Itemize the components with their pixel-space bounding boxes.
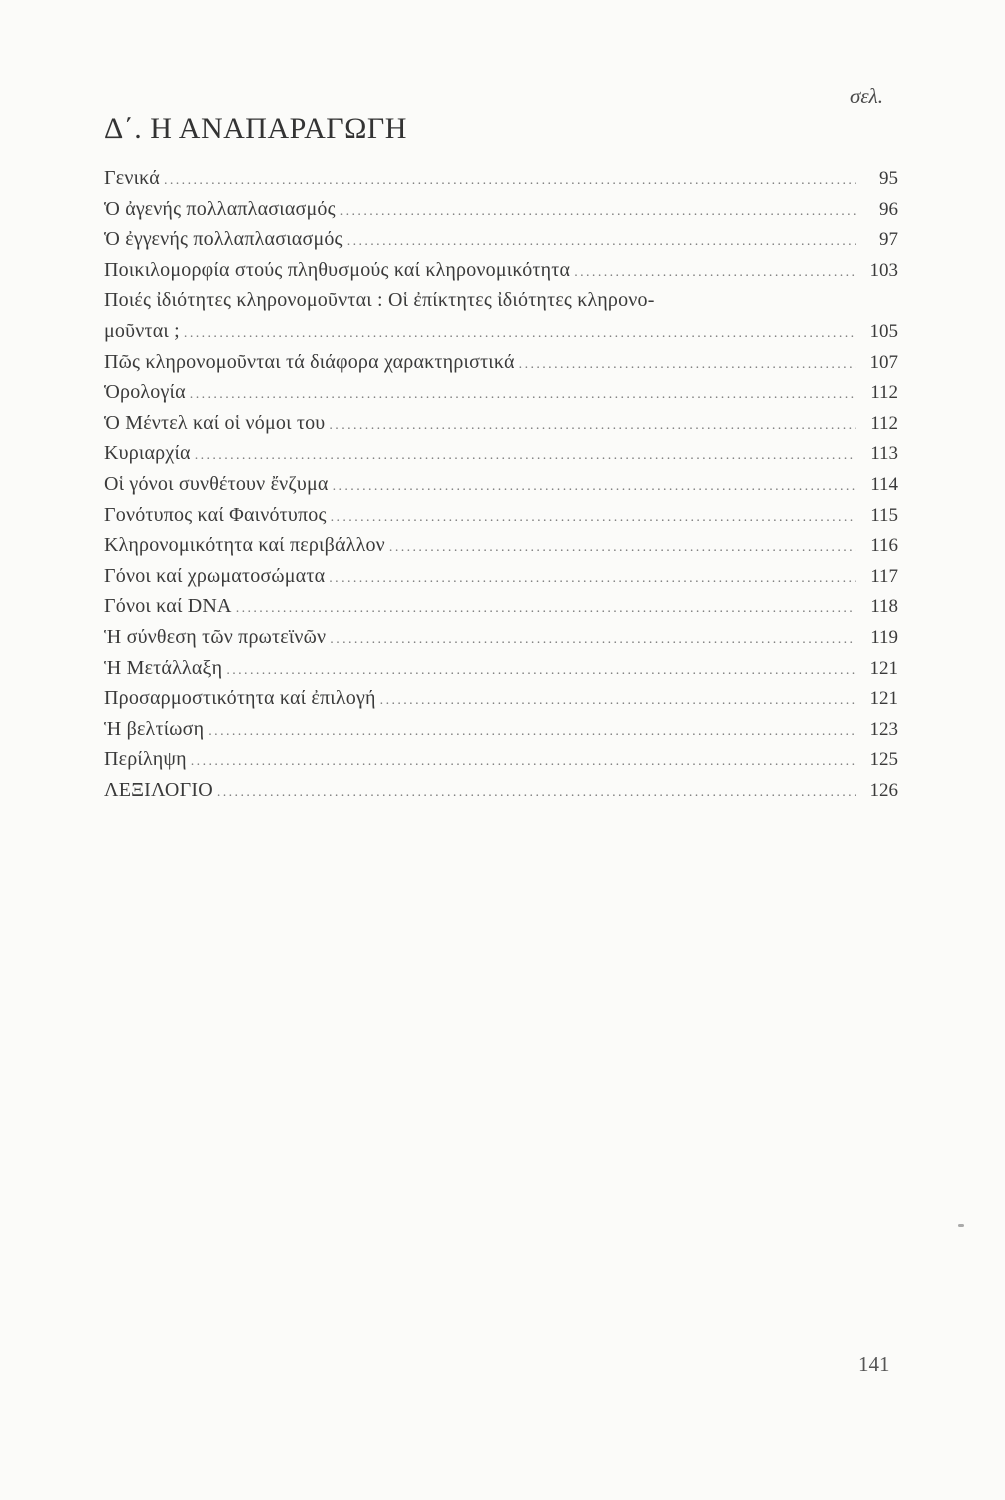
toc-entry-page: 112: [870, 382, 898, 404]
toc-leader-dots: [347, 227, 856, 258]
toc-leader-dots: [380, 686, 856, 717]
toc-entry-page: 121: [869, 657, 898, 679]
toc-entry-label: Γόνοι καί DNA: [104, 595, 232, 618]
toc-entry: [104, 622, 898, 653]
toc-entry-page: 114: [870, 473, 898, 495]
toc-leader-dots: [195, 441, 856, 472]
toc-entry-label: Ἡ Μετάλλαξη: [104, 656, 223, 679]
toc-entry-label: μοῦνται ;: [104, 319, 180, 342]
toc-entry-page: 126: [869, 779, 898, 801]
toc-entry-page: 116: [870, 535, 898, 557]
toc-entry: [104, 408, 898, 439]
toc-entry-label: Ποικιλομορφία στούς πληθυσμούς καί κληρονομικότητα: [104, 258, 571, 281]
page-number: 141: [858, 1352, 890, 1376]
toc-entry-label: Οἱ γόνοι συνθέτουν ἔνζυμα: [104, 472, 329, 495]
toc-entry: [104, 377, 898, 408]
toc-entry: [104, 683, 898, 714]
toc-entry-page: 97: [879, 229, 898, 251]
toc-entry-page: 105: [869, 320, 898, 342]
toc-entry-page: 113: [870, 443, 898, 465]
toc-leader-dots: [329, 564, 856, 595]
toc-entry: [104, 347, 898, 378]
toc-leader-dots: [208, 717, 856, 748]
toc-entry-label: Ἡ βελτίωση: [104, 717, 205, 740]
toc-entry-label: Ἡ σύνθεση τῶν πρωτεϊνῶν: [104, 625, 327, 648]
toc-entry: [104, 469, 898, 500]
toc-leader-dots: [164, 166, 856, 197]
toc-leader-dots: [519, 350, 856, 381]
toc-entry: [104, 591, 898, 622]
toc-entry-wrapped-line: [104, 285, 898, 316]
toc-entry: [104, 194, 898, 225]
table-of-contents: [104, 163, 898, 805]
toc-entry-page: 103: [869, 259, 898, 281]
toc-leader-dots: [574, 258, 856, 289]
section-title: Δ΄. Η ΑΝΑΠΑΡΑΓΩΓΗ: [104, 112, 407, 145]
toc-entry-label: Ὁρολογία: [104, 381, 186, 404]
toc-entry-label: Κληρονομικότητα καί περιβάλλον: [104, 534, 385, 557]
toc-leader-dots: [329, 411, 856, 442]
toc-leader-dots: [191, 747, 856, 778]
toc-entry-label: Γονότυπος καί Φαινότυπος: [104, 503, 327, 526]
toc-entry-page: 96: [879, 198, 898, 220]
toc-entry-label: Γενικά: [104, 167, 160, 189]
toc-leader-dots: [217, 778, 856, 809]
toc-entry: [104, 438, 898, 469]
toc-leader-dots: [331, 503, 856, 534]
toc-entry-label: ΛΕΞΙΛΟΓΙΟ: [104, 778, 213, 801]
toc-entry-label: Πῶς κληρονομοῦνται τά διάφορα χαρακτηριστικά: [104, 350, 515, 373]
toc-entry: [104, 744, 898, 775]
toc-leader-dots: [333, 472, 856, 503]
toc-entry-label: Ὁ ἐγγενής πολλαπλασιασμός: [104, 228, 343, 251]
paper-speck: [958, 1224, 964, 1227]
toc-entry-label: Περίληψη: [104, 748, 187, 771]
toc-entry: [104, 224, 898, 255]
toc-entry: [104, 530, 898, 561]
toc-entry-page: 107: [869, 351, 898, 373]
toc-entry-page: 112: [870, 412, 898, 434]
toc-entry-page: 118: [870, 596, 898, 618]
toc-entry-page: 117: [870, 565, 898, 587]
toc-entry-label: Ὁ Μέντελ καί οἱ νόμοι του: [104, 411, 326, 434]
page-column-label: σελ.: [850, 84, 883, 108]
toc-entry-label: Ὁ ἀγενής πολλαπλασιασμός: [104, 197, 336, 220]
toc-entry-page: 95: [879, 168, 898, 189]
toc-entry-page: 119: [870, 626, 898, 648]
toc-entry: [104, 316, 898, 347]
toc-leader-dots: [389, 533, 856, 564]
toc-leader-dots: [184, 319, 856, 350]
toc-entry: [104, 775, 898, 806]
toc-entry: [104, 653, 898, 684]
toc-entry-label: Κυριαρχία: [104, 442, 191, 465]
toc-leader-dots: [330, 625, 856, 656]
toc-leader-dots: [236, 594, 856, 625]
toc-entry-label: Γόνοι καί χρωματοσώματα: [104, 564, 326, 587]
toc-entry-label: Προσαρμοστικότητα καί ἐπιλογή: [104, 687, 376, 710]
toc-leader-dots: [226, 656, 856, 687]
toc-leader-dots: [190, 380, 856, 411]
toc-entry-page: 125: [869, 749, 898, 771]
toc-entry: [104, 561, 898, 592]
toc-entry: [104, 500, 898, 531]
toc-entry: [104, 255, 898, 286]
toc-entry-page: 115: [870, 504, 898, 526]
toc-leader-dots: [340, 197, 856, 228]
toc-entry-label: Ποιές ἰδιότητες κληρονομοῦνται : Οἱ ἐπίκτητες ἰδιότητες κληρονο-: [104, 289, 655, 312]
toc-entry-page: 121: [869, 688, 898, 710]
toc-entry-page: 123: [869, 718, 898, 740]
toc-entry: [104, 714, 898, 745]
toc-entry: [104, 163, 898, 194]
